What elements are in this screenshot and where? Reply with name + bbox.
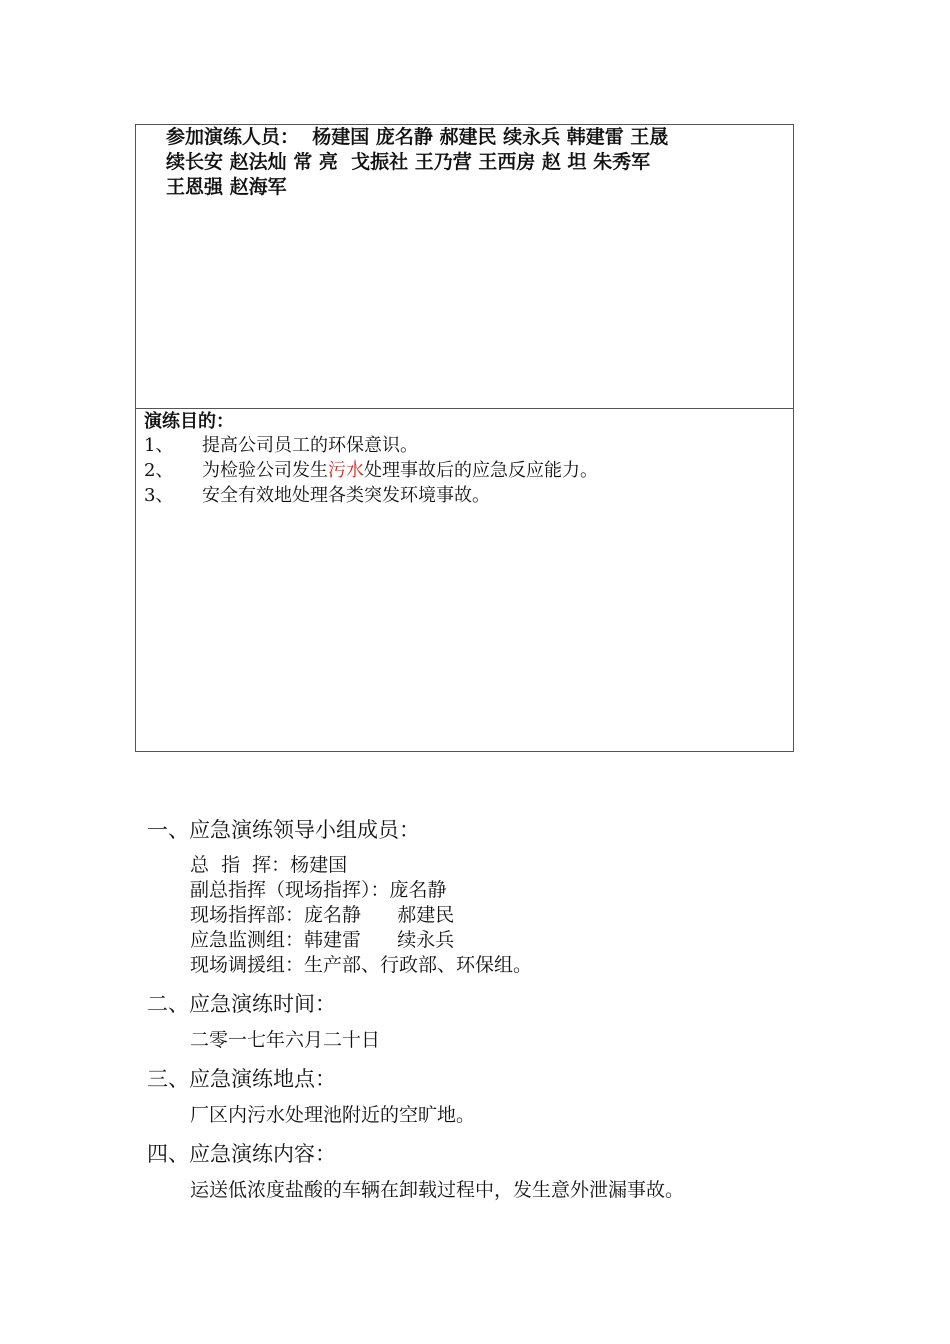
purpose-list (144, 433, 598, 508)
participants-cell (136, 125, 793, 409)
drill-info-table (135, 124, 794, 752)
purpose-item-text: 为检验公司发生 (202, 460, 328, 481)
purpose-item-highlight: 污水 (328, 460, 364, 481)
section-content-title: 四、应急演练内容： (147, 1142, 336, 1166)
purpose-item-number: 1、 (144, 435, 174, 456)
purpose-item (144, 433, 598, 458)
drill-time: 二零一七年六月二十日 (190, 1029, 381, 1051)
drill-content: 运送低浓度盐酸的车辆在卸载过程中，发生意外泄漏事故。 (190, 1179, 685, 1201)
participants-text (166, 125, 766, 200)
section-time-title: 二、应急演练时间： (147, 992, 336, 1016)
purpose-item-text: 安全有效地处理各类突发环境事故。 (202, 485, 490, 506)
purpose-item-number: 2、 (144, 460, 174, 481)
leadership-line: 现场指挥部：庞名静 郝建民 (190, 904, 455, 926)
leadership-line: 副总指挥（现场指挥）：庞名静 (190, 879, 447, 901)
purpose-item-number: 3、 (144, 485, 174, 506)
participants-line: 续长安 赵法灿 常 亮 戈振社 王乃营 王西房 赵 坦 朱秀军 (166, 151, 651, 173)
purpose-cell (136, 409, 793, 751)
purpose-item (144, 483, 598, 508)
leadership-line: 总 指 挥：杨建国 (190, 854, 348, 876)
purpose-item (144, 458, 598, 483)
leadership-line: 应急监测组：韩建雷 续永兵 (190, 929, 455, 951)
leadership-line: 现场调援组：生产部、行政部、环保组。 (190, 954, 533, 976)
participants-line: 王恩强 赵海军 (166, 176, 287, 198)
participants-line: 参加演练人员： 杨建国 庞名静 郝建民 续永兵 韩建雷 王晟 (166, 126, 669, 148)
purpose-item-text: 提高公司员工的环保意识。 (202, 435, 418, 456)
drill-location: 厂区内污水处理池附近的空旷地。 (190, 1104, 476, 1126)
section-leadership-title: 一、应急演练领导小组成员： (147, 818, 420, 842)
purpose-title: 演练目的： (144, 411, 234, 432)
purpose-item-text: 处理事故后的应急反应能力。 (364, 460, 598, 481)
section-location-title: 三、应急演练地点： (147, 1067, 336, 1091)
